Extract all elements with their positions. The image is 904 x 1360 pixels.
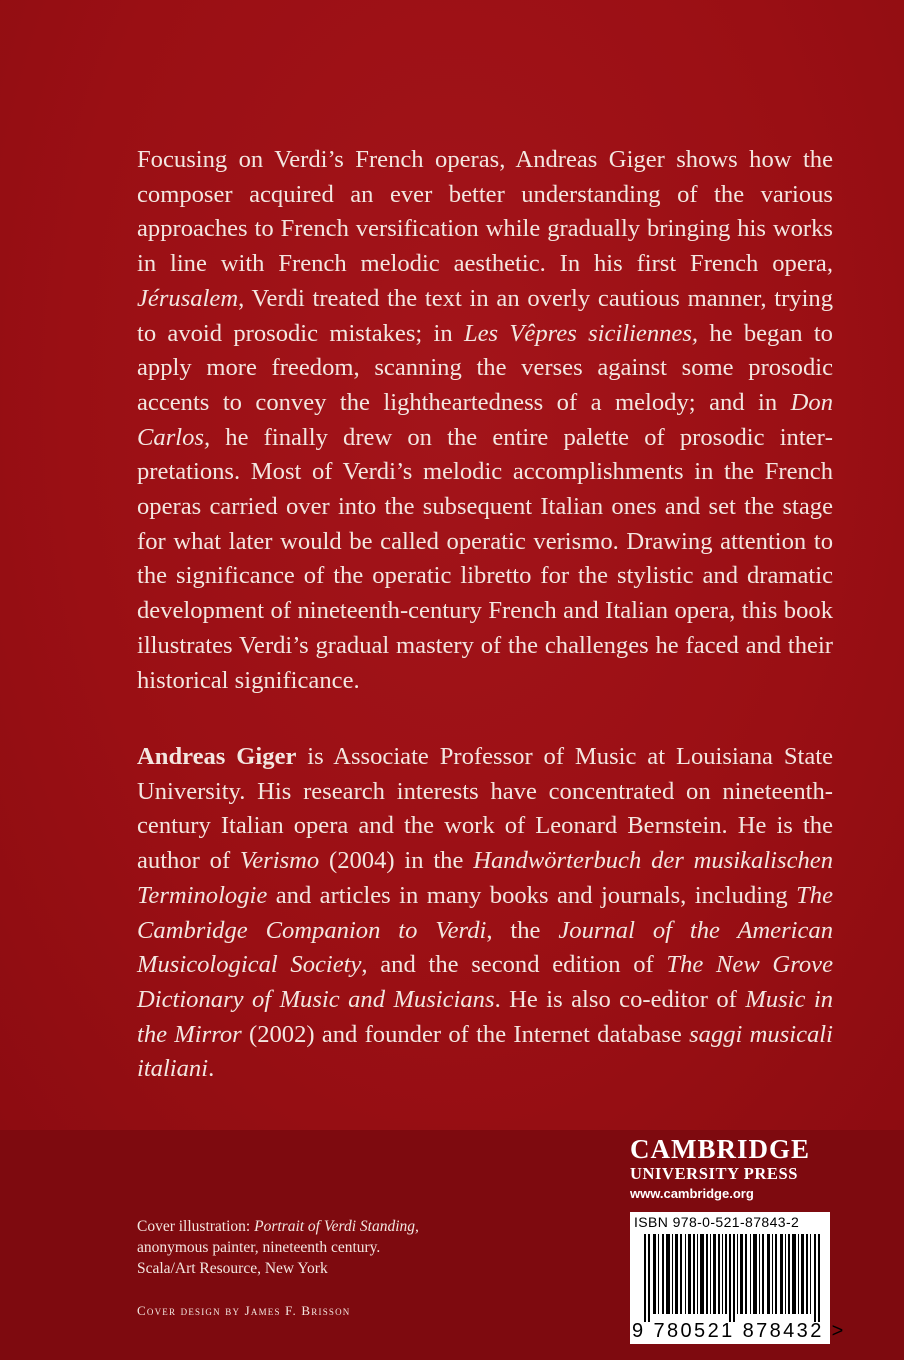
cover-design-credit: Cover design by James F. Brisson [137, 1303, 351, 1318]
bio-italic-1: Verismo [239, 847, 320, 875]
opera-title-don-carlos: Don Carlos, [137, 388, 833, 451]
bio-text-1: is Associate Professor of Music at Louisiana State University. His research interests have concentrated on nineteenth-century Italian opera and the work of Leonard Bernstein. He is the author of [137, 743, 833, 875]
author-name: Andreas Giger [137, 743, 297, 770]
book-blurb [137, 143, 833, 698]
bio-italic-7: saggi musicali italiani [137, 1020, 833, 1083]
bio-text-4: , the [486, 916, 559, 944]
bio-italic-6: Music in the Mirror [137, 985, 834, 1048]
author-bio [137, 740, 833, 1087]
bio-text-2: (2004) in the [319, 847, 474, 875]
bio-text-6: . He is also co-editor of [494, 985, 746, 1013]
publisher-url: www.cambridge.org [630, 1186, 754, 1201]
blurb-text-1: Focusing on Verdi’s French operas, Andreas Giger shows how the composer acquired an ever better understanding of the various approaches to French versification while gradually bringing his works in line with French melodic aesthetic. In his first French opera, [137, 146, 833, 278]
blurb-text-2: , Verdi treated the text in an overly cautious manner, trying to avoid prosodic mistakes; in [137, 284, 833, 347]
bio-text-7: (2002) and founder of the Internet database [241, 1020, 690, 1048]
publisher-press: UNIVERSITY PRESS [630, 1164, 799, 1183]
bio-text-3: and articles in many books and journals, including [267, 881, 797, 909]
barcode-digits: 9 780521 878432 > [632, 1320, 846, 1342]
credit-line-1 [137, 1216, 457, 1237]
credit-label: Cover illustration: [137, 1218, 255, 1235]
credit-line-3: Scala/Art Resource, New York [137, 1260, 328, 1277]
publisher-name: CAMBRIDGE [630, 1134, 811, 1164]
bio-italic-2: Handwörterbuch der musikalischen Terminologie [137, 847, 833, 909]
blurb-text-4: he finally drew on the entire palette of prosodic interpretations. Most of Verdi’s melodic accomplishments in the French operas carried over into the subsequent Italian ones and set the stage for what later would be called operatic verismo. Drawing attention to the significance of the operatic libretto for the stylistic and dramatic development of nineteenth-century French and Italian opera, this book illustrates Verdi’s gradual mastery of the challenges he faced and their historical significance. [137, 423, 833, 694]
bio-italic-4: Journal of the American Musicological Society [137, 916, 834, 979]
barcode-icon [644, 1234, 820, 1322]
opera-title-jerusalem: Jérusalem [137, 284, 239, 312]
isbn-label: ISBN 978-0-521-87843-2 [634, 1214, 800, 1230]
isbn-barcode-box [630, 1212, 846, 1344]
cover-illustration-credit [137, 1216, 457, 1279]
credit-line-2: anonymous painter, nineteenth century. [137, 1239, 381, 1256]
bio-italic-5: The New Grove Dictionary of Music and Musicians [137, 951, 833, 1013]
bio-text-5: , and the second edition of [361, 951, 667, 979]
bio-text-8: . [208, 1055, 215, 1083]
bio-italic-3: The Cambridge Companion to Verdi [137, 881, 833, 944]
publisher-logo [630, 1134, 830, 1204]
opera-title-vepres: Les Vêpres siciliennes, [463, 319, 699, 347]
credit-work-title: Portrait of Verdi Standing, [254, 1218, 419, 1235]
blurb-text-3: he began to apply more freedom, scanning the verses against some prosodic accents to convey the lightheartedness of a melody; and in [137, 319, 833, 416]
